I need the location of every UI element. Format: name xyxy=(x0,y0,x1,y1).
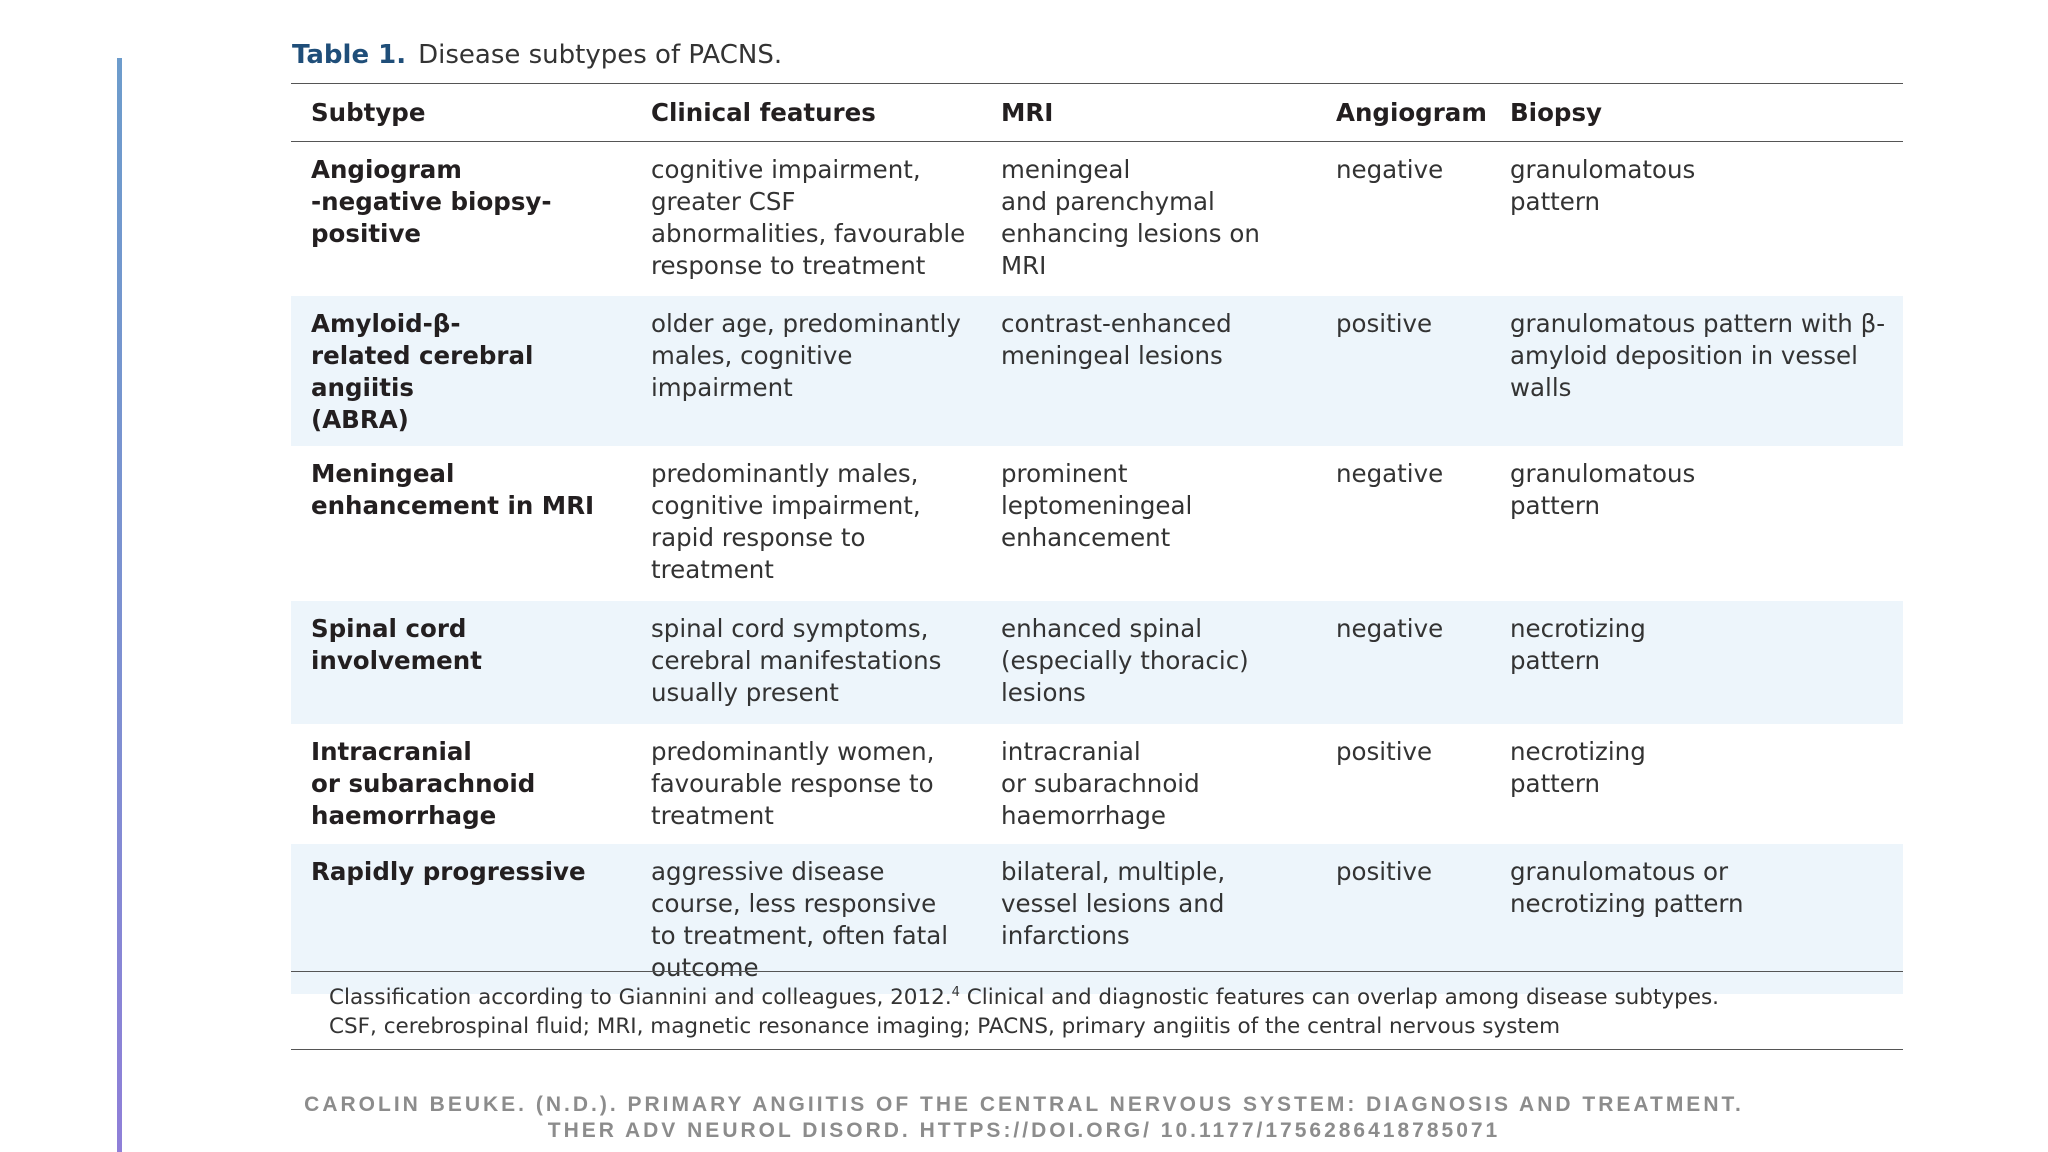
subtype-cell: Intracranial or subarachnoid haemorrhage xyxy=(311,736,536,830)
mri-cell: bilateral, multiple, vessel lesions and infarctions xyxy=(981,844,1316,994)
header-angiogram: Angiogram xyxy=(1316,84,1490,142)
decorative-side-bar xyxy=(117,58,122,1152)
subtype-cell: Spinal cord involvement xyxy=(291,601,631,724)
clinical-cell: spinal cord symptoms, cerebral manifestations usually present xyxy=(631,601,981,724)
table-label: Table 1. xyxy=(292,40,407,70)
biopsy-cell: necrotizing pattern xyxy=(1490,601,1903,724)
citation-line-1: CAROLIN BEUKE. (N.D.). PRIMARY ANGIITIS OF THE CENTRAL NERVOUS SYSTEM: DIAGNOSIS AND TREATMENT. xyxy=(304,1093,1744,1116)
mri-cell: contrast-enhanced meningeal lesions xyxy=(981,296,1316,446)
table-row xyxy=(291,724,1903,844)
mri-cell: enhanced spinal (especially thoracic) lesions xyxy=(981,601,1316,724)
angiogram-cell: positive xyxy=(1336,736,1433,766)
subtypes-table xyxy=(291,83,1903,994)
mri-cell: meningeal and parenchymal enhancing lesions on MRI xyxy=(1001,155,1260,280)
footnote-line-1 xyxy=(329,978,1903,1012)
header-biopsy: Biopsy xyxy=(1490,84,1903,142)
footnote-text: Clinical and diagnostic features can overlap among disease subtypes. xyxy=(959,985,1720,1010)
clinical-cell: aggressive disease course, less responsive to treatment, often fatal outcome xyxy=(631,844,981,994)
citation-line-2: THER ADV NEUROL DISORD. HTTPS://DOI.ORG/ 10.1177/1756286418785071 xyxy=(547,1119,1501,1142)
subtype-cell: Amyloid-β- related cerebral angiitis (ABRA) xyxy=(291,296,631,446)
biopsy-cell: necrotizing pattern xyxy=(1510,736,1646,798)
header-clinical-features: Clinical features xyxy=(631,84,981,142)
header-row xyxy=(291,84,1903,142)
footnote-line-2: CSF, cerebrospinal fluid; MRI, magnetic resonance imaging; PACNS, primary angiitis of the central nervous system xyxy=(329,1014,1561,1039)
subtype-cell: Meningeal enhancement in MRI xyxy=(311,458,595,520)
angiogram-cell: negative xyxy=(1336,155,1444,184)
table-footnote xyxy=(291,971,1903,1050)
clinical-cell: older age, predominantly males, cognitive impairment xyxy=(631,296,981,446)
angiogram-cell: positive xyxy=(1316,844,1490,994)
mri-cell: prominent leptomeningeal enhancement xyxy=(1001,458,1193,552)
mri-cell: intracranial or subarachnoid haemorrhage xyxy=(1001,736,1200,830)
table-row xyxy=(291,142,1903,296)
clinical-cell: predominantly women, favourable response to treatment xyxy=(651,736,935,830)
table-row xyxy=(291,296,1903,446)
table-row xyxy=(291,446,1903,601)
clinical-cell: predominantly males, cognitive impairment, rapid response to treatment xyxy=(651,458,921,584)
angiogram-cell: positive xyxy=(1316,296,1490,446)
table-row xyxy=(291,601,1903,724)
biopsy-cell: granulomatous pattern xyxy=(1510,458,1696,520)
biopsy-cell: granulomatous pattern with β- amyloid deposition in vessel walls xyxy=(1490,296,1903,446)
biopsy-cell: granulomatous or necrotizing pattern xyxy=(1490,844,1903,994)
angiogram-cell: negative xyxy=(1336,458,1444,488)
biopsy-cell: granulomatous pattern xyxy=(1510,155,1696,216)
table-caption: Disease subtypes of PACNS. xyxy=(418,40,783,70)
footnote-text: Classification according to Giannini and colleagues, 2012. xyxy=(329,985,952,1010)
subtype-cell: Rapidly progressive xyxy=(291,844,631,994)
subtype-cell: Angiogram -negative biopsy- positive xyxy=(311,155,552,248)
angiogram-cell: negative xyxy=(1316,601,1490,724)
footnote-reference: 4 xyxy=(951,985,960,1000)
clinical-cell: cognitive impairment, greater CSF abnormalities, favourable response to treatment xyxy=(651,155,966,280)
header-subtype: Subtype xyxy=(291,84,631,142)
table-title xyxy=(292,38,782,72)
header-mri: MRI xyxy=(981,84,1316,142)
